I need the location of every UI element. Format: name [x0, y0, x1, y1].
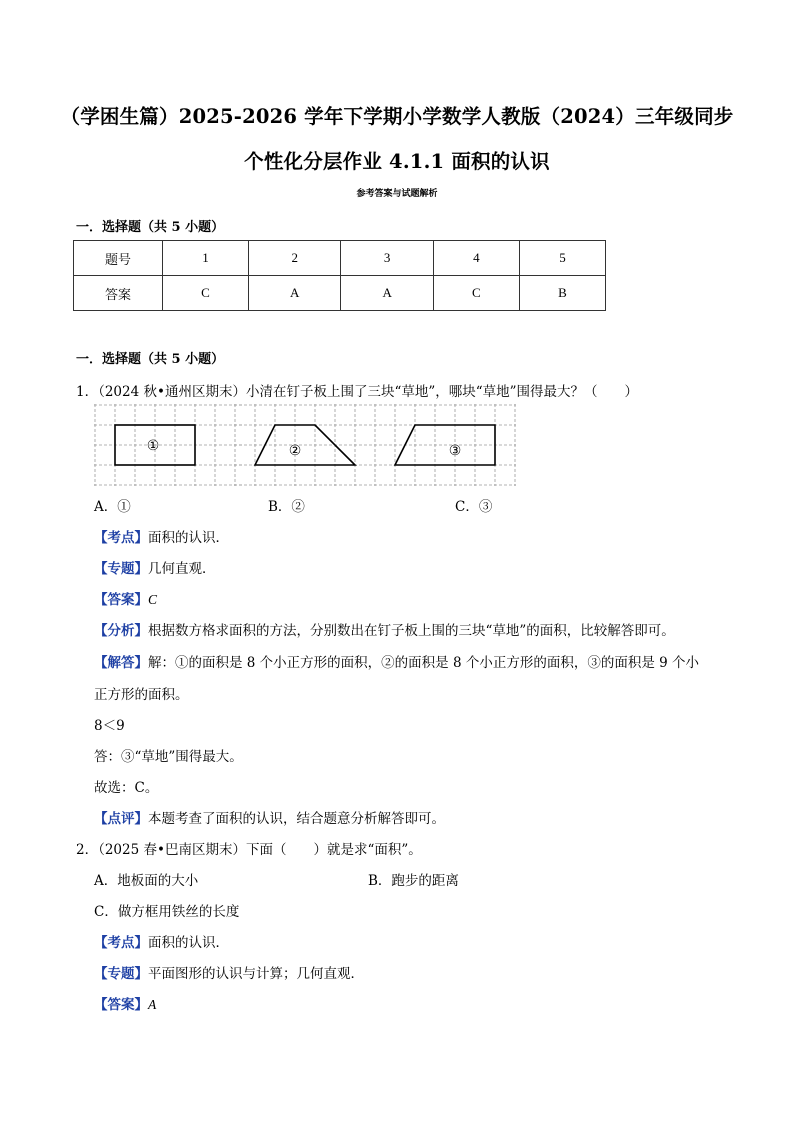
q1-stem: 1．（2024 秋•通州区期末）小清在钉子板上围了三块“草地”，哪块“草地”围得最大？（ ）: [76, 384, 639, 400]
answer-cell: C: [163, 276, 249, 311]
q2-daan: [94, 993, 156, 1013]
tag-kaodian: 【考点】: [94, 935, 148, 951]
document-title-line2: 个性化分层作业 4.1.1 面积的认识: [244, 150, 550, 173]
question-number-cell: 4: [433, 241, 519, 276]
q1-option-c: C．③: [455, 499, 493, 515]
zhuanti-text: 平面图形的认识与计算；几何直观．: [148, 966, 364, 982]
q2-kaodian: [94, 931, 229, 951]
q1-zhuanti: [94, 557, 216, 577]
shape-1-label: ①: [146, 438, 160, 454]
tag-daan: 【答案】: [94, 592, 148, 608]
tag-jieda: 【解答】: [94, 655, 148, 671]
q2-option-c: C．做方框用铁丝的长度: [94, 904, 240, 920]
tag-zhuanti: 【专题】: [94, 966, 148, 982]
question-number-cell: 2: [249, 241, 341, 276]
q1-option-b: B．②: [268, 499, 305, 515]
zhuanti-text: 几何直观．: [148, 561, 216, 577]
row-header-number: 题号: [74, 241, 163, 276]
fenxi-text: 根据数方格求面积的方法，分别数出在钉子板上围的三块“草地”的面积，比较解答即可。: [148, 623, 675, 639]
answer-table: [73, 240, 606, 311]
tag-fenxi: 【分析】: [94, 623, 148, 639]
shape-2-label: ②: [288, 443, 302, 459]
q1-compare: 8＜9: [94, 718, 125, 734]
q1-dianping: [94, 807, 445, 827]
section-heading-solutions: 一．选择题（共 5 小题）: [76, 352, 225, 367]
q1-da: 答：③“草地”围得最大。: [94, 749, 243, 765]
q1-kaodian: [94, 526, 229, 546]
q1-daan: [94, 588, 157, 608]
q1-jieda: [94, 651, 699, 671]
daan-text: A: [148, 997, 157, 1012]
daan-text: C: [148, 592, 158, 607]
q1-option-a: A．①: [94, 499, 131, 515]
jieda-text: 解：①的面积是 8 个小正方形的面积，②的面积是 8 个小正方形的面积，③的面积是 9 个小: [148, 655, 700, 671]
tag-kaodian: 【考点】: [94, 530, 148, 546]
answer-cell: B: [519, 276, 605, 311]
table-row: [74, 276, 606, 311]
tag-dianping: 【点评】: [94, 811, 148, 827]
question-number-cell: 1: [163, 241, 249, 276]
section-heading-answers: 一．选择题（共 5 小题）: [76, 220, 225, 235]
tag-daan: 【答案】: [94, 997, 148, 1013]
q1-jieda-cont: 正方形的面积。: [94, 687, 189, 703]
question-number-cell: 3: [341, 241, 433, 276]
document-title-line1: （学困生篇）2025-2026 学年下学期小学数学人教版（2024）三年级同步: [60, 105, 734, 128]
tag-zhuanti: 【专题】: [94, 561, 148, 577]
q2-option-b: B．跑步的距离: [368, 873, 459, 889]
q2-zhuanti: [94, 962, 364, 982]
row-header-answer: 答案: [74, 276, 163, 311]
dianping-text: 本题考查了面积的认识，结合题意分析解答即可。: [148, 811, 445, 827]
q1-guxuan: 故选：C。: [94, 780, 159, 796]
kaodian-text: 面积的认识．: [148, 530, 229, 546]
answer-cell: A: [249, 276, 341, 311]
answer-cell: C: [433, 276, 519, 311]
kaodian-text: 面积的认识．: [148, 935, 229, 951]
shape-3-label: ③: [448, 443, 462, 459]
question-number-cell: 5: [519, 241, 605, 276]
q2-option-a: A．地板面的大小: [94, 873, 199, 889]
q2-stem: 2．（2025 春•巴南区期末）下面（ ）就是求“面积”。: [76, 842, 422, 858]
answer-cell: A: [341, 276, 433, 311]
document-subtitle: 参考答案与试题解析: [356, 189, 438, 199]
q1-fenxi: [94, 619, 675, 639]
pegboard-figure: [94, 404, 518, 486]
table-row: [74, 241, 606, 276]
